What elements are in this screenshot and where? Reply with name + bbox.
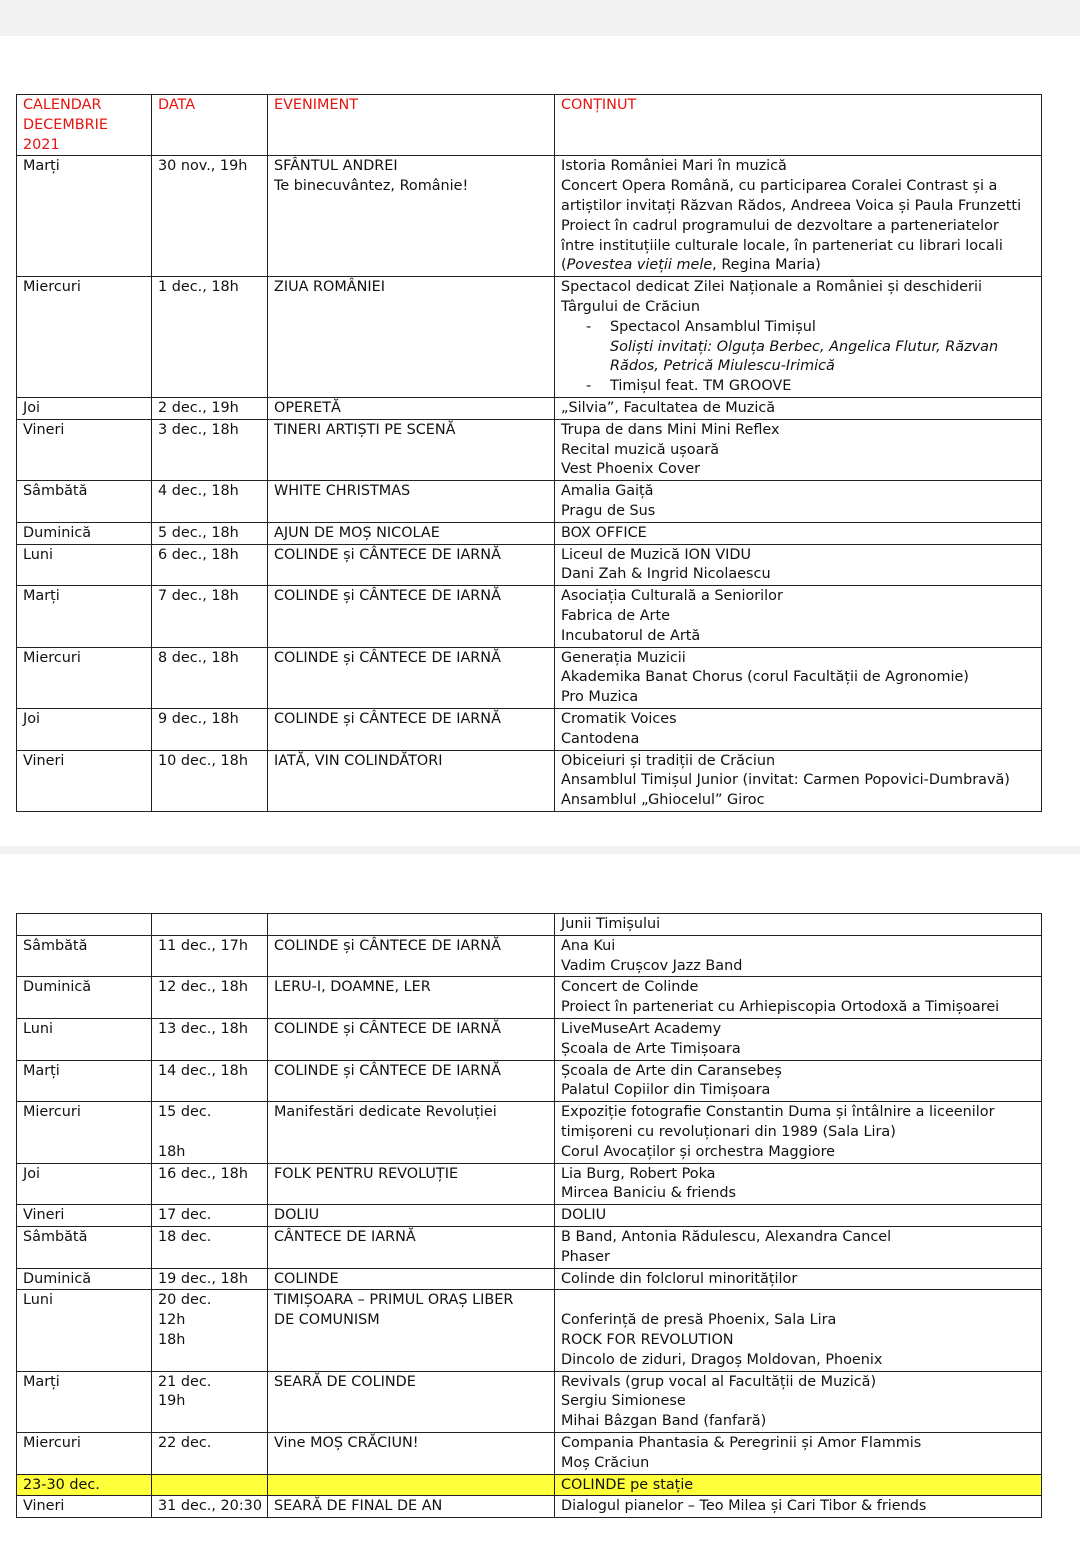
content-line: Asociația Culturală a Seniorilor	[561, 588, 783, 605]
content-text: (	[561, 257, 567, 274]
cell-event	[268, 1474, 555, 1496]
cell-day: Marți	[17, 586, 152, 647]
table-row	[17, 522, 1042, 544]
table-row	[17, 1226, 1042, 1268]
cell-event-line: IATĂ, VIN COLINDĂTORI	[274, 752, 443, 769]
cell-content	[555, 1018, 1042, 1060]
cell-content	[555, 1163, 1042, 1205]
content-line: Palatul Copiilor din Timișoara	[561, 1082, 771, 1099]
cell-content	[555, 1290, 1042, 1371]
cell-event-line: SEARĂ DE COLINDE	[274, 1373, 416, 1390]
table-row	[17, 1205, 1042, 1227]
cell-event-line: COLINDE și CÂNTECE DE IARNĂ	[274, 649, 501, 666]
cell-date-line	[158, 1476, 261, 1496]
content-line: Generația Muzicii	[561, 649, 686, 666]
content-line: Fabrica de Arte	[561, 607, 670, 624]
cell-content	[555, 586, 1042, 647]
cell-event	[268, 1018, 555, 1060]
table-row	[17, 1018, 1042, 1060]
cell-date	[152, 1226, 268, 1268]
cell-day: Duminică	[17, 977, 152, 1019]
content-line: Istoria României Mari în muzică	[561, 158, 787, 175]
cell-day: 23-30 dec.	[17, 1474, 152, 1496]
content-line: Ansamblul „Ghiocelul” Giroc	[561, 792, 765, 809]
cell-content	[555, 1432, 1042, 1474]
cell-date-line: 20 dec.	[158, 1292, 212, 1309]
content-line: Revivals (grup vocal al Facultății de Muzică)	[561, 1373, 877, 1390]
content-line: „Silvia”, Facultatea de Muzică	[561, 399, 776, 416]
table-row	[17, 1432, 1042, 1474]
cell-event	[268, 419, 555, 480]
content-bullet-item	[561, 318, 1035, 338]
content-line: timișoreni cu revoluționari din 1989 (Sala Lira)	[561, 1123, 896, 1140]
cell-event-line: OPERETĂ	[274, 399, 341, 416]
cell-date-line: 19 dec., 18h	[158, 1270, 248, 1287]
table-row	[17, 708, 1042, 750]
content-line: BOX OFFICE	[561, 524, 647, 541]
cell-event	[268, 1205, 555, 1227]
content-bullet-text: Timișul feat. TM GROOVE	[610, 378, 792, 395]
cell-date-line	[158, 1123, 261, 1143]
calendar-table-part-2	[16, 913, 1042, 1518]
cell-content	[555, 935, 1042, 977]
calendar-table-part-1	[16, 94, 1042, 812]
content-line: Vest Phoenix Cover	[561, 461, 701, 478]
cell-content	[555, 750, 1042, 811]
cell-day: Joi	[17, 397, 152, 419]
cell-event-line: COLINDE și CÂNTECE DE IARNĂ	[274, 588, 501, 605]
cell-date	[152, 277, 268, 398]
cell-date-line: 16 dec., 18h	[158, 1165, 248, 1182]
cell-event	[268, 935, 555, 977]
content-line: ROCK FOR REVOLUTION	[561, 1331, 734, 1348]
cell-day: Miercuri	[17, 1432, 152, 1474]
content-line: Conferință de presă Phoenix, Sala Lira	[561, 1312, 837, 1329]
cell-date-line: 18h	[158, 1143, 186, 1160]
header-data: DATA	[152, 95, 268, 156]
content-line: Cromatik Voices	[561, 710, 677, 727]
cell-day: Duminică	[17, 522, 152, 544]
screenshot-top-band	[0, 0, 1080, 36]
cell-date	[152, 914, 268, 936]
content-line: Corul Avocaților și orchestra Maggiore	[561, 1143, 836, 1160]
cell-day: Luni	[17, 1018, 152, 1060]
content-line: Lia Burg, Robert Poka	[561, 1165, 716, 1182]
page-break-band	[0, 846, 1080, 854]
cell-date	[152, 1371, 268, 1432]
cell-content	[555, 1268, 1042, 1290]
table-row	[17, 1163, 1042, 1205]
header-eveniment: EVENIMENT	[268, 95, 555, 156]
cell-date	[152, 935, 268, 977]
cell-day: Vineri	[17, 419, 152, 480]
bullet-dash: -	[586, 378, 592, 395]
content-line: Spectacol dedicat Zilei Naționale a României și deschiderii	[561, 279, 982, 296]
cell-date-line: 7 dec., 18h	[158, 588, 239, 605]
cell-date-line: 15 dec.	[158, 1104, 212, 1121]
table-row	[17, 977, 1042, 1019]
cell-day: Miercuri	[17, 1102, 152, 1163]
cell-date	[152, 522, 268, 544]
cell-day: Vineri	[17, 1205, 152, 1227]
cell-content	[555, 397, 1042, 419]
content-line: Colinde din folclorul minorităților	[561, 1270, 798, 1287]
cell-date	[152, 156, 268, 277]
table-row	[17, 647, 1042, 708]
cell-event	[268, 522, 555, 544]
content-line: Proiect în cadrul programului de dezvoltare a parteneriatelor	[561, 217, 999, 234]
cell-event	[268, 708, 555, 750]
content-line: DOLIU	[561, 1207, 607, 1224]
cell-date	[152, 1163, 268, 1205]
cell-content	[555, 1205, 1042, 1227]
header-calendar-line: 2021	[23, 136, 60, 153]
cell-date-line: 12h	[158, 1312, 186, 1329]
cell-event	[268, 1163, 555, 1205]
cell-date-line: 14 dec., 18h	[158, 1062, 248, 1079]
cell-event	[268, 750, 555, 811]
content-bullet-item	[561, 377, 1035, 397]
content-line: Concert Opera Română, cu participarea Coralei Contrast și a	[561, 178, 998, 195]
cell-date-line: 30 nov., 19h	[158, 158, 248, 175]
cell-event	[268, 277, 555, 398]
cell-date-line: 18h	[158, 1331, 186, 1348]
table-row	[17, 481, 1042, 523]
table-row	[17, 914, 1042, 936]
content-line: Școala de Arte din Caransebeș	[561, 1062, 782, 1079]
cell-date-line: 6 dec., 18h	[158, 546, 239, 563]
cell-event-line	[274, 1476, 548, 1496]
cell-date	[152, 977, 268, 1019]
header-calendar	[17, 95, 152, 156]
content-line: Ana Kui	[561, 937, 616, 954]
cell-event	[268, 1268, 555, 1290]
cell-date-line: 8 dec., 18h	[158, 649, 239, 666]
cell-date-line: 9 dec., 18h	[158, 710, 239, 727]
cell-event-line: COLINDE și CÂNTECE DE IARNĂ	[274, 1020, 501, 1037]
cell-date	[152, 481, 268, 523]
cell-event	[268, 156, 555, 277]
cell-event-line: COLINDE și CÂNTECE DE IARNĂ	[274, 937, 501, 954]
cell-date-line: 5 dec., 18h	[158, 524, 239, 541]
cell-event-line: Te binecuvântez, Românie!	[274, 178, 469, 195]
cell-day: Duminică	[17, 1268, 152, 1290]
content-line: Proiect în parteneriat cu Arhiepiscopia Ortodoxă a Timișoarei	[561, 999, 1000, 1016]
cell-event	[268, 1496, 555, 1518]
cell-event-line: DOLIU	[274, 1207, 320, 1224]
table-row	[17, 419, 1042, 480]
cell-date	[152, 1496, 268, 1518]
content-line: Obiceiuri și tradiții de Crăciun	[561, 752, 776, 769]
content-bullet-text: Spectacol Ansamblul Timișul	[610, 318, 816, 335]
cell-event	[268, 1432, 555, 1474]
cell-day: Joi	[17, 1163, 152, 1205]
content-line: Vadim Crușcov Jazz Band	[561, 957, 743, 974]
table-row	[17, 156, 1042, 277]
cell-date-line	[158, 915, 261, 935]
cell-event	[268, 586, 555, 647]
cell-content	[555, 544, 1042, 586]
cell-event-line	[274, 915, 548, 935]
content-line: Amalia Gaiță	[561, 483, 654, 500]
content-line: Dialogul pianelor – Teo Milea și Cari Tibor & friends	[561, 1498, 927, 1515]
cell-content	[555, 647, 1042, 708]
content-line: Junii Timișului	[561, 916, 661, 932]
content-line: Mircea Baniciu & friends	[561, 1185, 736, 1202]
table-row	[17, 397, 1042, 419]
cell-date-line: 4 dec., 18h	[158, 483, 239, 500]
cell-day: Sâmbătă	[17, 935, 152, 977]
cell-date	[152, 1205, 268, 1227]
cell-date	[152, 1060, 268, 1102]
cell-day: Miercuri	[17, 647, 152, 708]
cell-event	[268, 397, 555, 419]
highlighted-table-row	[17, 1474, 1042, 1496]
cell-content	[555, 977, 1042, 1019]
table-row	[17, 277, 1042, 398]
content-line: Pragu de Sus	[561, 502, 656, 519]
cell-content	[555, 914, 1042, 936]
cell-event	[268, 1102, 555, 1163]
header-calendar-line: CALENDAR	[23, 97, 102, 113]
content-line	[561, 256, 1035, 276]
cell-content	[555, 1371, 1042, 1432]
content-line: Trupa de dans Mini Mini Reflex	[561, 421, 780, 438]
cell-date	[152, 1268, 268, 1290]
cell-content	[555, 1226, 1042, 1268]
cell-date-line: 17 dec.	[158, 1207, 212, 1224]
table-row	[17, 1060, 1042, 1102]
content-book-title: Povestea vieții mele	[566, 257, 713, 274]
cell-day	[17, 914, 152, 936]
cell-day: Luni	[17, 1290, 152, 1371]
cell-date-line: 10 dec., 18h	[158, 752, 248, 769]
cell-date	[152, 1474, 268, 1496]
cell-date-line: 19h	[158, 1393, 186, 1410]
cell-date	[152, 708, 268, 750]
table-row	[17, 935, 1042, 977]
cell-event	[268, 1060, 555, 1102]
content-line: Liceul de Muzică ION VIDU	[561, 546, 752, 563]
cell-day: Marți	[17, 1371, 152, 1432]
content-line: Târgului de Crăciun	[561, 298, 701, 315]
table-row	[17, 586, 1042, 647]
bullet-dash: -	[586, 318, 592, 335]
cell-event-line: DE COMUNISM	[274, 1312, 380, 1329]
table-row	[17, 1102, 1042, 1163]
content-line: Cantodena	[561, 730, 640, 747]
cell-day: Vineri	[17, 1496, 152, 1518]
cell-content	[555, 1496, 1042, 1518]
content-line: Moș Crăciun	[561, 1454, 650, 1471]
content-line: Dincolo de ziduri, Dragoș Moldovan, Phoenix	[561, 1351, 883, 1368]
table-row	[17, 544, 1042, 586]
cell-date	[152, 750, 268, 811]
cell-content	[555, 481, 1042, 523]
cell-date-line: 21 dec.	[158, 1373, 212, 1390]
content-line: Școala de Arte Timișoara	[561, 1040, 741, 1057]
cell-event	[268, 977, 555, 1019]
cell-content	[555, 156, 1042, 277]
cell-event	[268, 914, 555, 936]
cell-date-line: 31 dec., 20:30	[158, 1498, 262, 1515]
content-line: Expoziție fotografie Constantin Duma și întâlnire a liceenilor	[561, 1104, 995, 1121]
cell-content	[555, 419, 1042, 480]
cell-event	[268, 481, 555, 523]
content-line: Akademika Banat Chorus (corul Facultății de Agronomie)	[561, 669, 969, 686]
cell-event-line: COLINDE	[274, 1270, 339, 1287]
cell-event	[268, 544, 555, 586]
table-row	[17, 1371, 1042, 1432]
cell-day: Miercuri	[17, 277, 152, 398]
content-invited-soloists: Soliști invitați: Olguța Berbec, Angelica Flutur, Răzvan	[610, 338, 999, 355]
cell-event-line: SEARĂ DE FINAL DE AN	[274, 1498, 443, 1515]
content-line	[561, 1291, 1035, 1311]
cell-event-line: AJUN DE MOȘ NICOLAE	[274, 524, 440, 541]
cell-date	[152, 397, 268, 419]
cell-date-line: 2 dec., 19h	[158, 399, 239, 416]
table-header-row	[17, 95, 1042, 156]
table-row	[17, 1496, 1042, 1518]
cell-date-line: 3 dec., 18h	[158, 421, 239, 438]
content-text: , Regina Maria)	[712, 257, 821, 274]
cell-date	[152, 1102, 268, 1163]
cell-event-line: TIMIȘOARA – PRIMUL ORAȘ LIBER	[274, 1292, 514, 1309]
cell-event-line: COLINDE și CÂNTECE DE IARNĂ	[274, 1062, 501, 1079]
cell-event-line: Manifestări dedicate Revoluției	[274, 1104, 497, 1121]
cell-day: Luni	[17, 544, 152, 586]
content-line: artiștilor invitați Răzvan Rădos, Andreea Voica și Paula Frunzetti	[561, 197, 1022, 214]
content-line: între instituțiile culturale locale, în parteneriat cu librari locali	[561, 237, 1003, 254]
content-line: COLINDE pe stație	[561, 1476, 694, 1493]
cell-content	[555, 1060, 1042, 1102]
cell-event-line: COLINDE și CÂNTECE DE IARNĂ	[274, 546, 501, 563]
cell-date	[152, 1018, 268, 1060]
content-line: B Band, Antonia Rădulescu, Alexandra Cancel	[561, 1228, 892, 1245]
cell-event	[268, 647, 555, 708]
cell-event-line: TINERI ARTIȘTI PE SCENĂ	[274, 421, 456, 438]
content-line: Compania Phantasia & Peregrinii și Amor Flammis	[561, 1434, 922, 1451]
cell-content	[555, 708, 1042, 750]
cell-event-line: ZIUA ROMÂNIEI	[274, 279, 385, 296]
cell-day: Sâmbătă	[17, 1226, 152, 1268]
cell-event-line: Vine MOȘ CRĂCIUN!	[274, 1434, 419, 1451]
content-line: Ansamblul Timișul Junior (invitat: Carmen Popovici-Dumbravă)	[561, 772, 1010, 789]
cell-event-line: CÂNTECE DE IARNĂ	[274, 1228, 416, 1245]
cell-date	[152, 419, 268, 480]
content-line: LiveMuseArt Academy	[561, 1020, 722, 1037]
cell-date-line: 22 dec.	[158, 1434, 212, 1451]
content-line: Recital muzică ușoară	[561, 441, 720, 458]
cell-event-line: FOLK PENTRU REVOLUȚIE	[274, 1165, 459, 1182]
content-line: Phaser	[561, 1248, 610, 1265]
cell-date	[152, 544, 268, 586]
cell-date	[152, 1290, 268, 1371]
cell-event-line: LERU-I, DOAMNE, LER	[274, 979, 431, 996]
cell-day: Joi	[17, 708, 152, 750]
header-continut: CONȚINUT	[555, 95, 1042, 156]
content-invited-soloists: Rădos, Petrică Miulescu-Irimică	[610, 358, 835, 375]
cell-date-line: 13 dec., 18h	[158, 1020, 248, 1037]
header-calendar-line: DECEMBRIE	[23, 116, 108, 133]
content-line: Dani Zah & Ingrid Nicolaescu	[561, 566, 771, 583]
cell-event-line: SFÂNTUL ANDREI	[274, 158, 398, 175]
content-line: Incubatorul de Artă	[561, 627, 701, 644]
table-row	[17, 750, 1042, 811]
cell-date-line: 18 dec.	[158, 1228, 212, 1245]
cell-event	[268, 1371, 555, 1432]
cell-content	[555, 277, 1042, 398]
cell-date-line: 12 dec., 18h	[158, 979, 248, 996]
cell-day: Vineri	[17, 750, 152, 811]
content-line: Concert de Colinde	[561, 979, 699, 996]
cell-content	[555, 1102, 1042, 1163]
cell-date-line: 1 dec., 18h	[158, 279, 239, 296]
cell-date	[152, 586, 268, 647]
cell-event-line: WHITE CHRISTMAS	[274, 483, 411, 500]
cell-content	[555, 522, 1042, 544]
table-row	[17, 1268, 1042, 1290]
cell-event-line: COLINDE și CÂNTECE DE IARNĂ	[274, 710, 501, 727]
cell-day: Marți	[17, 1060, 152, 1102]
cell-event	[268, 1290, 555, 1371]
table-row	[17, 1290, 1042, 1371]
cell-event	[268, 1226, 555, 1268]
content-line: Sergiu Simionese	[561, 1393, 686, 1410]
content-line: Mihai Bâzgan Band (fanfară)	[561, 1413, 767, 1430]
cell-content	[555, 1474, 1042, 1496]
cell-date	[152, 647, 268, 708]
cell-day: Marți	[17, 156, 152, 277]
cell-day: Sâmbătă	[17, 481, 152, 523]
content-line: Pro Muzica	[561, 689, 639, 706]
cell-date	[152, 1432, 268, 1474]
cell-date-line: 11 dec., 17h	[158, 937, 248, 954]
